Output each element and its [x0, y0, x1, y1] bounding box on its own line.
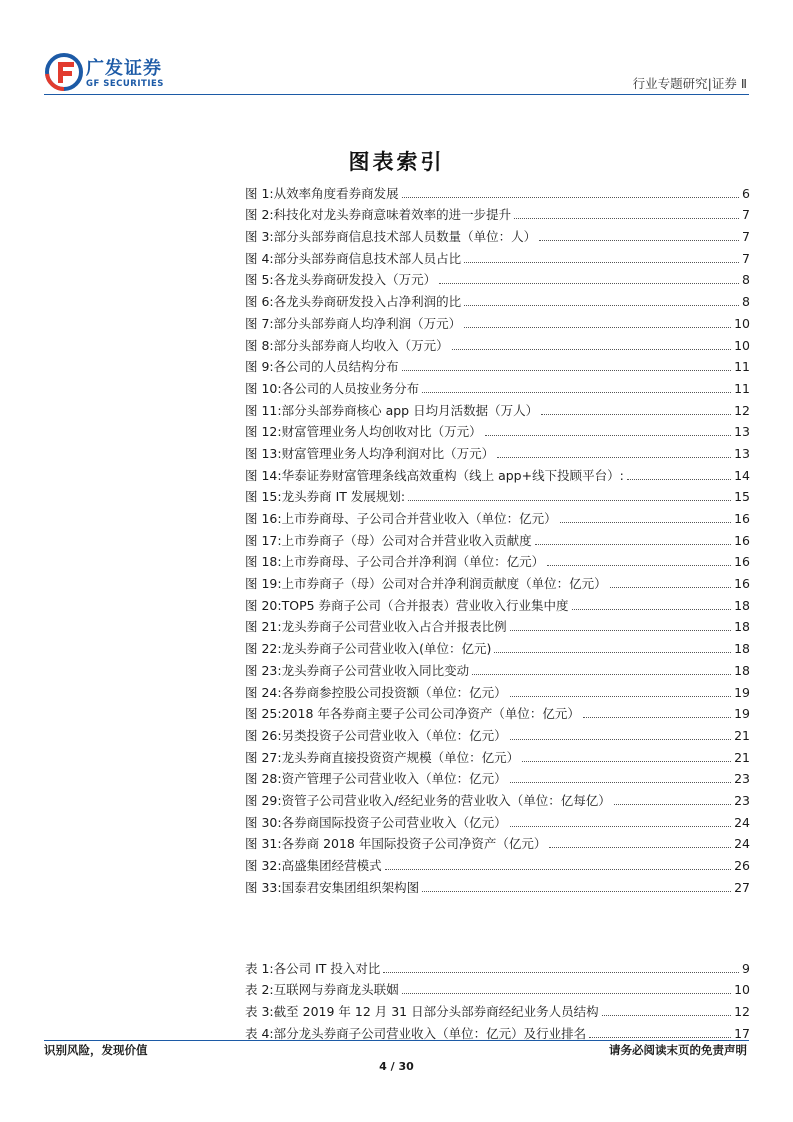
figure-entry[interactable]	[245, 202, 750, 224]
figure-entry[interactable]	[245, 419, 750, 441]
figure-entry[interactable]	[245, 354, 750, 376]
figure-entry-label: 图 19:	[245, 576, 282, 592]
table-entry-leader-dots	[402, 993, 731, 994]
figure-entry-label: 图 5:	[245, 272, 274, 288]
figure-entry[interactable]	[245, 549, 750, 571]
figure-entry-leader-dots	[422, 392, 731, 393]
report-category: 行业专题研究|证券 Ⅱ	[632, 76, 747, 91]
figure-entry-label: 图 4:	[245, 250, 274, 266]
table-entry-label: 表 4:	[245, 1025, 274, 1041]
figure-entry-title: 上市券商母、子公司合并营业收入（单位：亿元）	[281, 511, 557, 526]
figure-entry-label: 图 12:	[245, 424, 282, 440]
figure-entry-title: 另类投资子公司营业收入（单位：亿元）	[281, 727, 507, 743]
figure-entry-leader-dots	[541, 414, 731, 415]
figure-entry[interactable]	[245, 527, 750, 549]
figure-entry[interactable]	[245, 245, 750, 267]
figure-entry-page: 18	[734, 662, 750, 678]
figure-entry-title: 2018 年各券商主要子公司公司净资产（单位：亿元）	[281, 706, 580, 722]
figure-entry-leader-dots	[464, 262, 739, 263]
figure-entry-page: 14	[734, 467, 750, 483]
logo-chinese-name: 广发证券	[86, 58, 162, 79]
figure-entry-page: 10	[734, 315, 750, 331]
figure-entry[interactable]	[245, 635, 750, 657]
figure-entry-leader-dots	[627, 479, 731, 480]
figure-entry-page: 8	[742, 272, 750, 288]
figure-entry[interactable]	[245, 787, 750, 809]
logo-english-name: GF SECURITIES	[86, 79, 164, 89]
figure-entry-page: 12	[734, 402, 750, 418]
figure-entry-label: 图 17:	[245, 532, 282, 548]
table-entry-leader-dots	[383, 972, 739, 973]
figure-entry-title: 华泰证券财富管理条线高效重构（线上 app+线下投顾平台）:	[281, 467, 624, 483]
figure-entry[interactable]	[245, 310, 750, 332]
figure-entry-title: 资管子公司营业收入/经纪业务的营业收入（单位：亿每亿）	[281, 792, 611, 808]
figure-entry-page: 6	[742, 185, 750, 201]
figure-entry-leader-dots	[408, 500, 731, 501]
figure-entry-label: 图 14:	[245, 467, 282, 483]
page-number: 4 / 30	[379, 1060, 414, 1073]
figure-entry-leader-dots	[610, 587, 731, 588]
figure-entry-leader-dots	[497, 457, 731, 458]
table-entry[interactable]	[245, 977, 750, 999]
figure-entry-page: 21	[734, 727, 750, 743]
toc-title: 图表索引	[348, 149, 445, 174]
footer-slogan: 识别风险，发现价值	[44, 1043, 148, 1057]
figure-entry-leader-dots	[514, 218, 739, 219]
table-entry-title: 截至 2019 年 12 月 31 日部分头部券商经纪业务人员结构	[273, 1004, 599, 1020]
figure-entry-title: 各龙头券商研发投入占净利润的比	[273, 294, 462, 310]
figure-entry-title: 各公司的人员按业务分布	[281, 380, 420, 396]
figure-entry-leader-dots	[452, 349, 731, 350]
table-entry[interactable]	[245, 955, 750, 977]
figure-entry-page: 13	[734, 445, 750, 461]
figure-entry-title: 各券商 2018 年国际投资子公司净资产（亿元）	[281, 836, 547, 852]
figure-entry-page: 10	[734, 337, 750, 353]
figure-entry-leader-dots	[547, 565, 731, 566]
figure-entry[interactable]	[245, 766, 750, 788]
figure-entry-title: 科技化对龙头券商意味着效率的进一步提升	[273, 207, 512, 223]
figure-entry-page: 18	[734, 597, 750, 613]
figure-entry-label: 图 30:	[245, 814, 282, 830]
footer-divider	[44, 1040, 749, 1041]
figure-entry-leader-dots	[510, 826, 731, 827]
figure-entry-label: 图 9:	[245, 359, 274, 375]
figure-entry-leader-dots	[522, 761, 731, 762]
figure-entry-leader-dots	[472, 674, 731, 675]
figure-entry[interactable]	[245, 722, 750, 744]
figure-entry-page: 18	[734, 619, 750, 635]
figure-entry-label: 图 13:	[245, 445, 282, 461]
figure-entry-page: 11	[734, 359, 750, 375]
figure-entry-leader-dots	[572, 609, 732, 610]
figure-entry-title: TOP5 券商子公司（合并报表）营业收入行业集中度	[281, 597, 569, 613]
figure-entry-title: 部分头部券商信息技术部人员占比	[273, 250, 462, 266]
figure-entry-page: 16	[734, 532, 750, 548]
figure-entry-page: 11	[734, 380, 750, 396]
figure-entry-title: 龙头券商直接投资资产规模（单位：亿元）	[281, 749, 520, 765]
figure-entry-page: 24	[734, 836, 750, 852]
figure-entry-label: 图 24:	[245, 684, 282, 700]
figure-entry[interactable]	[245, 874, 750, 896]
table-entry-label: 表 2:	[245, 982, 274, 998]
figure-entry[interactable]	[245, 744, 750, 766]
figure-entry-page: 16	[734, 511, 750, 526]
figure-entry-leader-dots	[539, 240, 739, 241]
figure-entry-label: 图 22:	[245, 641, 282, 657]
figure-entry-label: 图 2:	[245, 207, 274, 223]
figure-entry[interactable]	[245, 484, 750, 506]
figure-entry-title: 部分头部券商核心 app 日均月活数据（万人）	[281, 402, 539, 418]
figure-entry-title: 上市券商子（母）公司对合并净利润贡献度（单位：亿元）	[281, 576, 607, 592]
figure-entry-label: 图 33:	[245, 879, 282, 895]
table-entry[interactable]	[245, 998, 750, 1020]
figure-entry[interactable]	[245, 679, 750, 701]
figure-entry-label: 图 21:	[245, 619, 282, 635]
figure-entry[interactable]	[245, 570, 750, 592]
figure-entry-page: 24	[734, 814, 750, 830]
figure-entry-leader-dots	[510, 630, 731, 631]
figure-entry-title: 部分头部券商信息技术部人员数量（单位：人）	[273, 229, 537, 245]
figure-entry-page: 7	[742, 207, 750, 223]
gf-logo-icon	[44, 52, 84, 92]
figure-entry-page: 19	[734, 706, 750, 722]
table-entry-page: 12	[734, 1004, 750, 1020]
figure-entry-label: 图 29:	[245, 792, 282, 808]
figure-entry-leader-dots	[510, 782, 731, 783]
figure-entry[interactable]	[245, 223, 750, 245]
figure-entry-label: 图 25:	[245, 706, 282, 722]
figure-entry-leader-dots	[402, 197, 739, 198]
figure-entry-page: 27	[734, 879, 750, 895]
table-entry-label: 表 3:	[245, 1004, 274, 1020]
figure-entry-leader-dots	[464, 327, 731, 328]
figure-entry-page: 23	[734, 792, 750, 808]
figure-entry[interactable]	[245, 701, 750, 723]
company-logo	[44, 52, 174, 96]
figure-entry-title: 部分头部券商人均净利润（万元）	[273, 315, 462, 331]
figure-entry-label: 图 20:	[245, 597, 282, 613]
figure-entry-label: 图 1:	[245, 185, 274, 201]
figure-entry-page: 15	[734, 489, 750, 505]
figure-entry-page: 8	[742, 294, 750, 310]
figure-entry-title: 部分头部券商人均收入（万元）	[273, 337, 449, 353]
figure-entry-leader-dots	[439, 283, 739, 284]
figure-entry-page: 7	[742, 250, 750, 266]
figure-entry-label: 图 15:	[245, 489, 282, 505]
figure-entry-page: 26	[734, 858, 750, 873]
figure-entry[interactable]	[245, 440, 750, 462]
figure-entry[interactable]	[245, 462, 750, 484]
figure-index-list	[245, 180, 750, 896]
figure-entry-label: 图 28:	[245, 771, 282, 787]
figure-entry-page: 21	[734, 749, 750, 765]
figure-entry[interactable]	[245, 505, 750, 527]
figure-entry[interactable]	[245, 809, 750, 831]
figure-entry-title: 财富管理业务人均创收对比（万元）	[281, 424, 482, 440]
table-entry-leader-dots	[602, 1015, 731, 1016]
figure-entry-title: 财富管理业务人均净利润对比（万元）	[281, 445, 495, 461]
figure-entry-title: 龙头券商子公司营业收入占合并报表比例	[281, 619, 507, 635]
figure-entry-label: 图 3:	[245, 229, 274, 245]
header-divider	[44, 94, 749, 95]
figure-entry-leader-dots	[510, 739, 731, 740]
figure-entry-leader-dots	[402, 370, 731, 371]
figure-entry-leader-dots	[535, 544, 731, 545]
figure-entry-title: 各券商参控股公司投资额（单位：亿元）	[281, 684, 507, 700]
figure-entry-page: 23	[734, 771, 750, 787]
figure-entry-label: 图 26:	[245, 727, 282, 743]
table-entry-leader-dots	[589, 1037, 731, 1038]
figure-entry[interactable]	[245, 831, 750, 853]
figure-entry-label: 图 11:	[245, 402, 282, 418]
figure-entry-leader-dots	[494, 652, 731, 653]
figure-entry-page: 16	[734, 554, 750, 570]
footer-disclaimer-note: 请务必阅读末页的免责声明	[609, 1043, 747, 1057]
figure-entry[interactable]	[245, 614, 750, 636]
figure-entry-leader-dots	[464, 305, 739, 306]
figure-entry-label: 图 7:	[245, 315, 274, 331]
figure-entry[interactable]	[245, 180, 750, 202]
figure-entry-leader-dots	[485, 435, 731, 436]
table-entry-title: 部分龙头券商子公司营业收入（单位：亿元）及行业排名	[273, 1025, 587, 1041]
figure-entry-page: 18	[734, 641, 750, 657]
table-entry[interactable]	[245, 1020, 750, 1042]
figure-entry[interactable]	[245, 852, 750, 874]
table-entry-page: 10	[734, 982, 750, 998]
figure-entry[interactable]	[245, 288, 750, 310]
figure-entry[interactable]	[245, 657, 750, 679]
figure-entry-leader-dots	[385, 869, 731, 870]
figure-entry-title: 各券商国际投资子公司营业收入（亿元）	[281, 814, 507, 830]
figure-entry[interactable]	[245, 267, 750, 289]
figure-entry-label: 图 32:	[245, 858, 282, 873]
figure-entry-page: 16	[734, 576, 750, 592]
figure-entry-leader-dots	[422, 891, 731, 892]
figure-entry-title: 各龙头券商研发投入（万元）	[273, 272, 437, 288]
figure-entry-label: 图 23:	[245, 662, 282, 678]
table-entry-page: 9	[742, 960, 750, 976]
figure-entry-title: 龙头券商 IT 发展规划:	[281, 489, 406, 505]
figure-entry-leader-dots	[510, 696, 731, 697]
figure-entry-leader-dots	[583, 717, 731, 718]
figure-entry-label: 图 6:	[245, 294, 274, 310]
figure-entry-page: 13	[734, 424, 750, 440]
figure-entry-title: 龙头券商子公司营业收入(单位：亿元)	[281, 641, 492, 657]
figure-entry-leader-dots	[614, 804, 731, 805]
figure-entry-title: 龙头券商子公司营业收入同比变动	[281, 662, 470, 678]
figure-entry-label: 图 16:	[245, 511, 282, 526]
figure-entry-page: 19	[734, 684, 750, 700]
figure-entry-label: 图 27:	[245, 749, 282, 765]
figure-entry-leader-dots	[549, 847, 731, 848]
figure-entry-title: 上市券商母、子公司合并净利润（单位：亿元）	[281, 554, 545, 570]
figure-entry[interactable]	[245, 397, 750, 419]
figure-entry-label: 图 18:	[245, 554, 282, 570]
table-entry-label: 表 1:	[245, 960, 274, 976]
figure-entry[interactable]	[245, 592, 750, 614]
table-entry-title: 互联网与券商龙头联姻	[273, 982, 399, 998]
table-index-list	[245, 955, 750, 1042]
figure-entry-title: 从效率角度看券商发展	[273, 185, 399, 201]
figure-entry-title: 资产管理子公司营业收入（单位：亿元）	[281, 771, 507, 787]
figure-entry[interactable]	[245, 332, 750, 354]
figure-entry-title: 高盛集团经营模式	[281, 858, 382, 873]
figure-entry-page: 7	[742, 229, 750, 245]
figure-entry[interactable]	[245, 375, 750, 397]
figure-entry-title: 各公司的人员结构分布	[273, 359, 399, 375]
figure-entry-label: 图 31:	[245, 836, 282, 852]
figure-entry-title: 上市券商子（母）公司对合并营业收入贡献度	[281, 532, 532, 548]
figure-entry-title: 国泰君安集团组织架构图	[281, 879, 420, 895]
figure-entry-leader-dots	[560, 522, 731, 523]
table-entry-page: 17	[734, 1025, 750, 1041]
table-entry-title: 各公司 IT 投入对比	[273, 960, 381, 976]
figure-entry-label: 图 10:	[245, 380, 282, 396]
figure-entry-label: 图 8:	[245, 337, 274, 353]
